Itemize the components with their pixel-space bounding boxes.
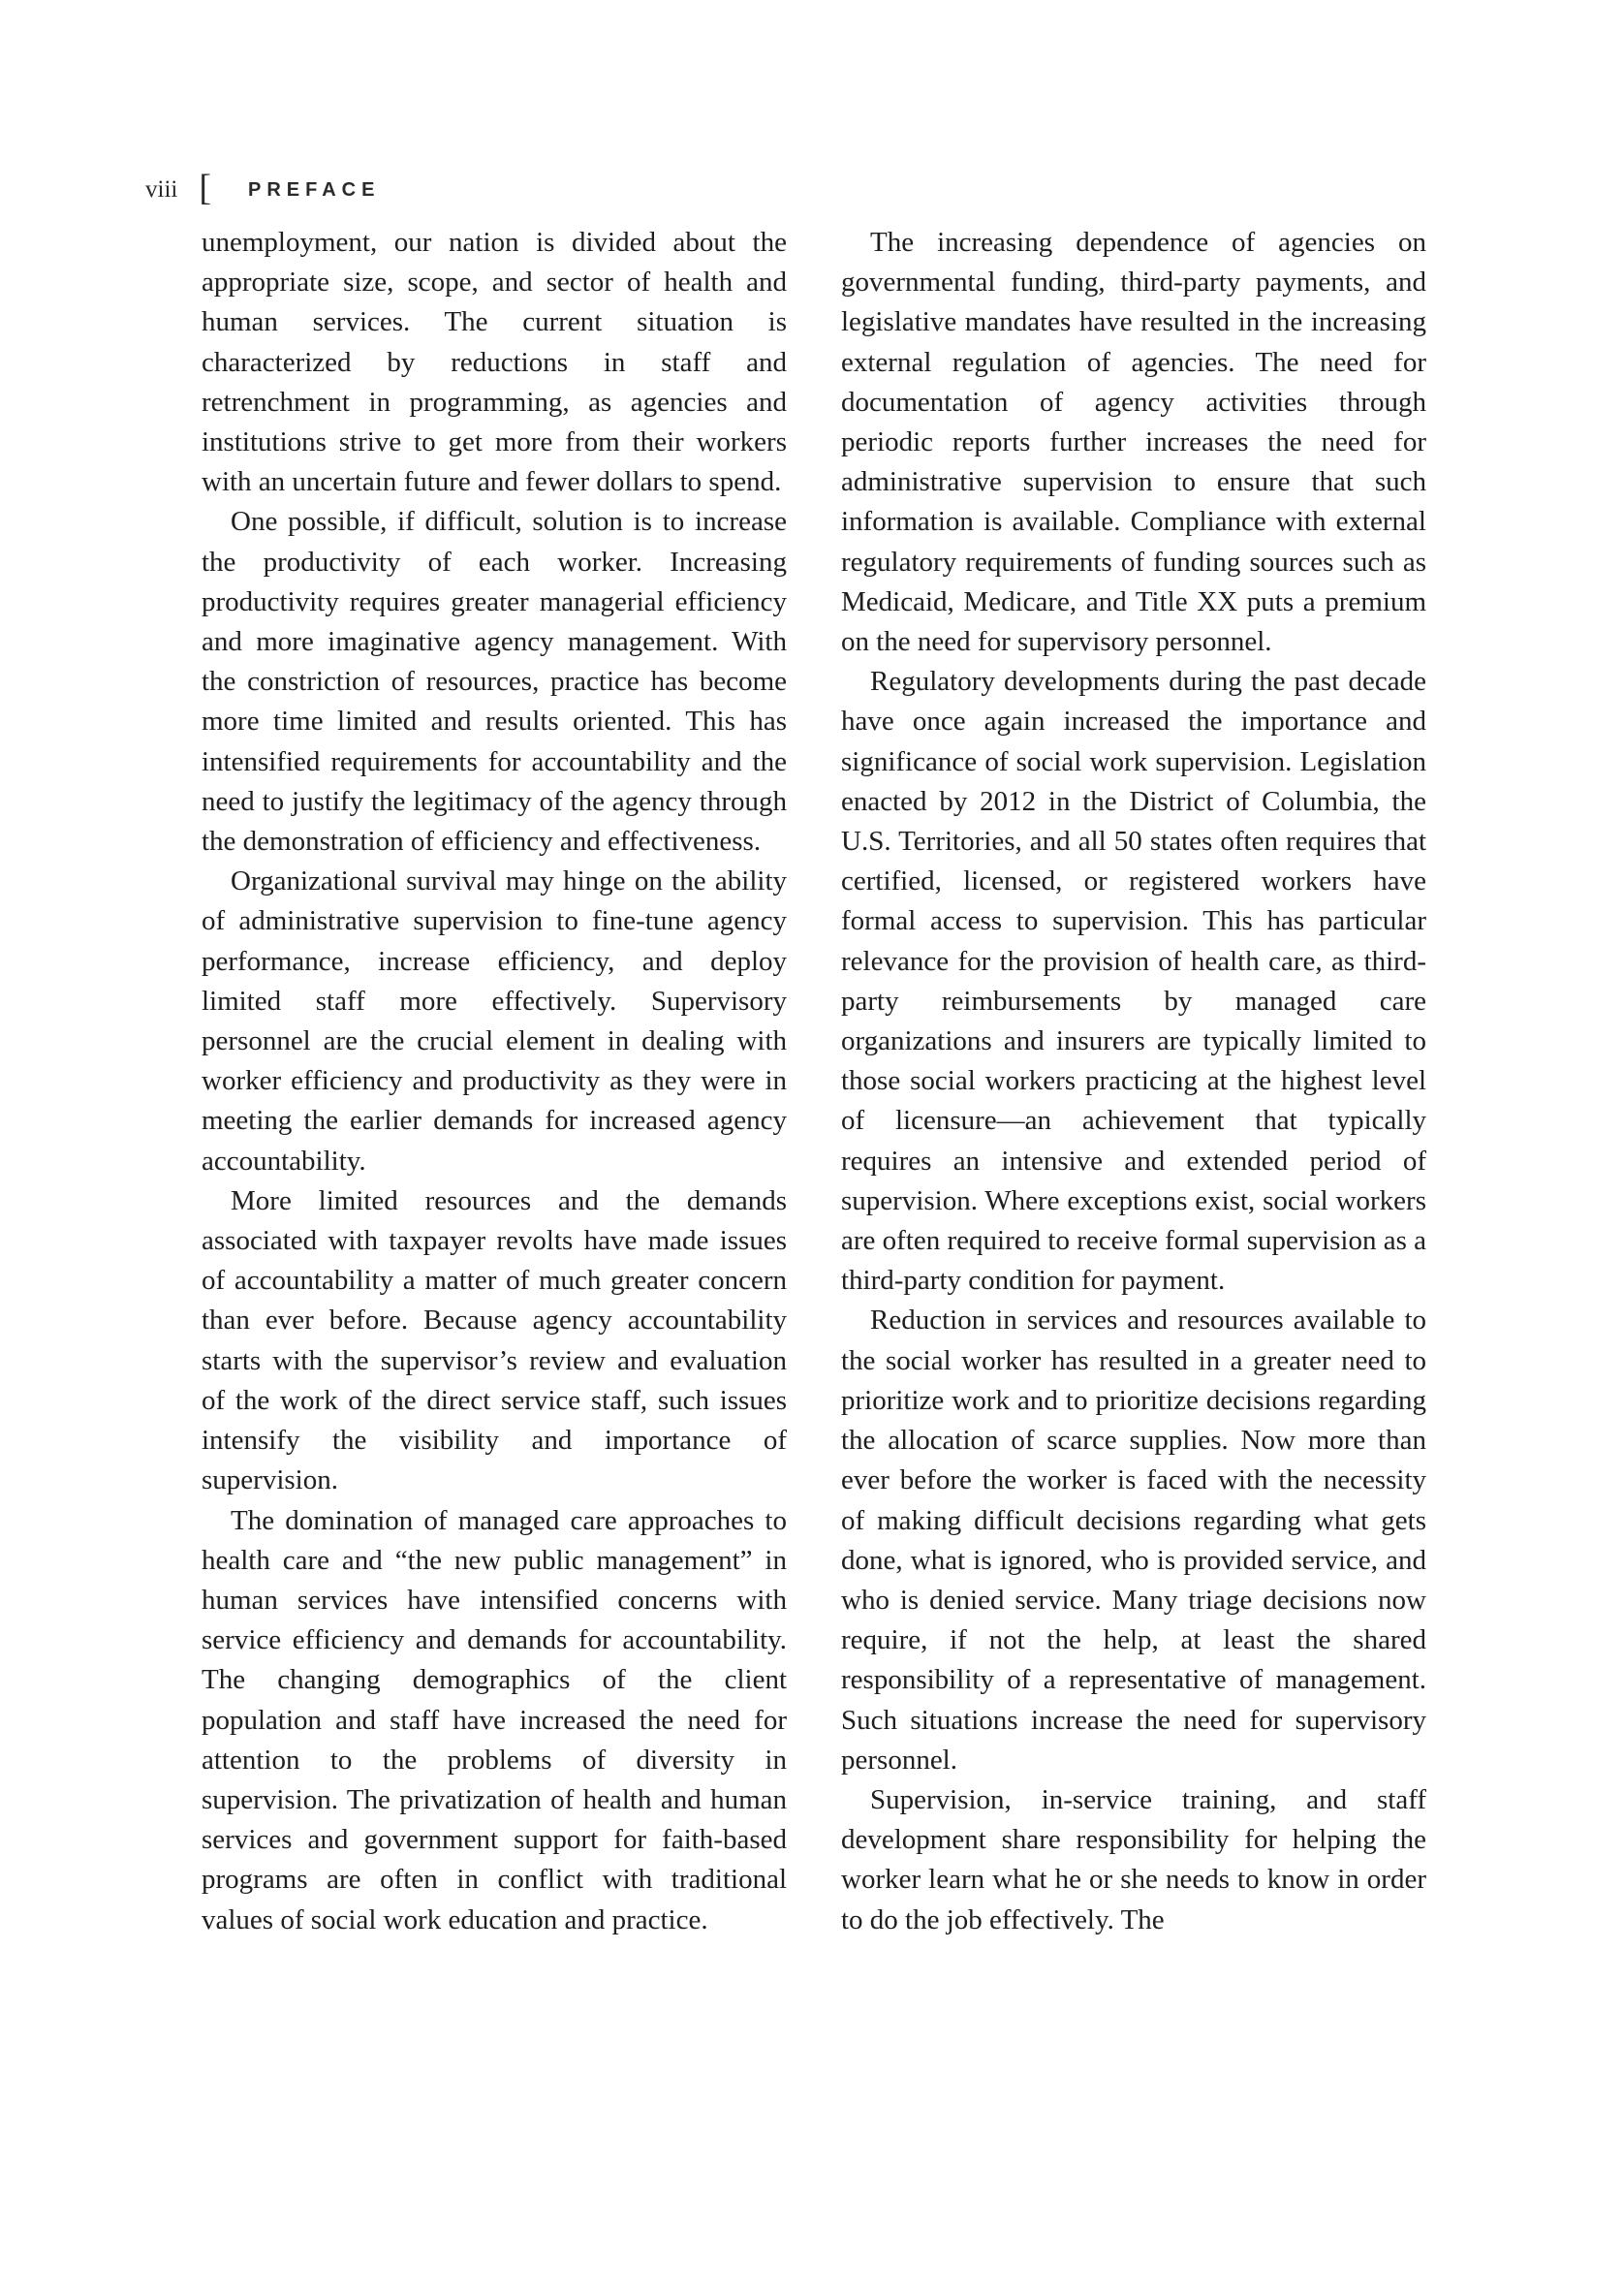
page-header <box>145 168 381 208</box>
paragraph: Reduction in services and resources available to the social worker has resulted in a greater need to prioritize work and to prioritize decisions regarding the allocation of scarce supplies. Now more than ever before the worker is faced with the necessity of making difficult decisions regarding what gets done, what is ignored, who is provided service, and who is denied service. Many triage decisions now require, if not the help, at least the shared responsibility of a representative of management. Such situations increase the need for supervisory personnel. <box>841 1305 1426 1776</box>
paragraph: The increasing dependence of agencies on governmental funding, third-party payments, and legislative mandates have resulted in the increasing external regulation of agencies. The need for documentation of agency activities through periodic reports further increases the need for administrative supervision to ensure that such information is available. Compliance with external regulatory requirements of funding sources such as Medicaid, Medicare, and Title XX puts a premium on the need for supervisory personnel. <box>841 227 1426 658</box>
header-bracket: [ <box>199 168 211 208</box>
paragraph: One possible, if difficult, solution is to increase the productivity of each worker. Increasing productivity requires greater managerial efficiency and more imaginative agency management. With the constriction of resources, practice has become more time limited and results oriented. This has intensified requirements for accountability and the need to justify the legitimacy of the agency through the demonstration of efficiency and effectiveness. <box>202 506 787 858</box>
paragraph: More limited resources and the demands associated with taxpayer revolts have made issues of accountability a matter of much greater concern than ever before. Because agency accountability starts with the supervisor’s review and evaluation of the work of the direct service staff, such issues intensify the visibility and importance of supervision. <box>202 1184 787 1496</box>
paragraph: Regulatory developments during the past decade have once again increased the importance and significance of social work supervision. Legislation enacted by 2012 in the District of Columbia, the U.S. Territories, and all 50 states often requires that certified, licensed, or registered workers have formal access to supervision. This has particular relevance for the provision of health care, as third-party reimbursements by managed care organizations and insurers are typically limited to those social workers practicing at the highest level of licensure—an achievement that typically requires an intensive and extended period of supervision. Where exceptions exist, social workers are often required to receive formal supervision as a third-party condition for payment. <box>841 666 1426 1297</box>
right-column <box>841 223 1426 1940</box>
paragraph: unemployment, our nation is divided about the appropriate size, scope, and sector of health and human services. The current situation is characterized by reductions in staff and retrenchment in programming, as agencies and institutions strive to get more from their workers with an uncertain future and fewer dollars to spend. <box>202 227 787 498</box>
paragraph: Supervision, in-service training, and staff development share responsibility for helping the worker learn what he or she needs to know in order to do the job effectively. The <box>841 1783 1426 1935</box>
paragraph: Organizational survival may hinge on the ability of administrative supervision to fine-tune agency performance, increase efficiency, and deploy limited staff more effectively. Supervisory personnel are the crucial element in dealing with worker efficiency and productivity as they were in meeting the earlier demands for increased agency accountability. <box>202 865 787 1177</box>
paragraph: The domination of managed care approaches to health care and “the new public management” in human services have intensified concerns with service efficiency and demands for accountability. The changing demographics of the client population and staff have increased the need for attention to the problems of diversity in supervision. The privatization of health and human services and government support for faith-based programs are often in conflict with traditional values of social work education and practice. <box>202 1504 787 1935</box>
left-column <box>202 223 787 1940</box>
page-number: viii <box>145 176 178 203</box>
running-head: PREFACE <box>248 178 381 201</box>
